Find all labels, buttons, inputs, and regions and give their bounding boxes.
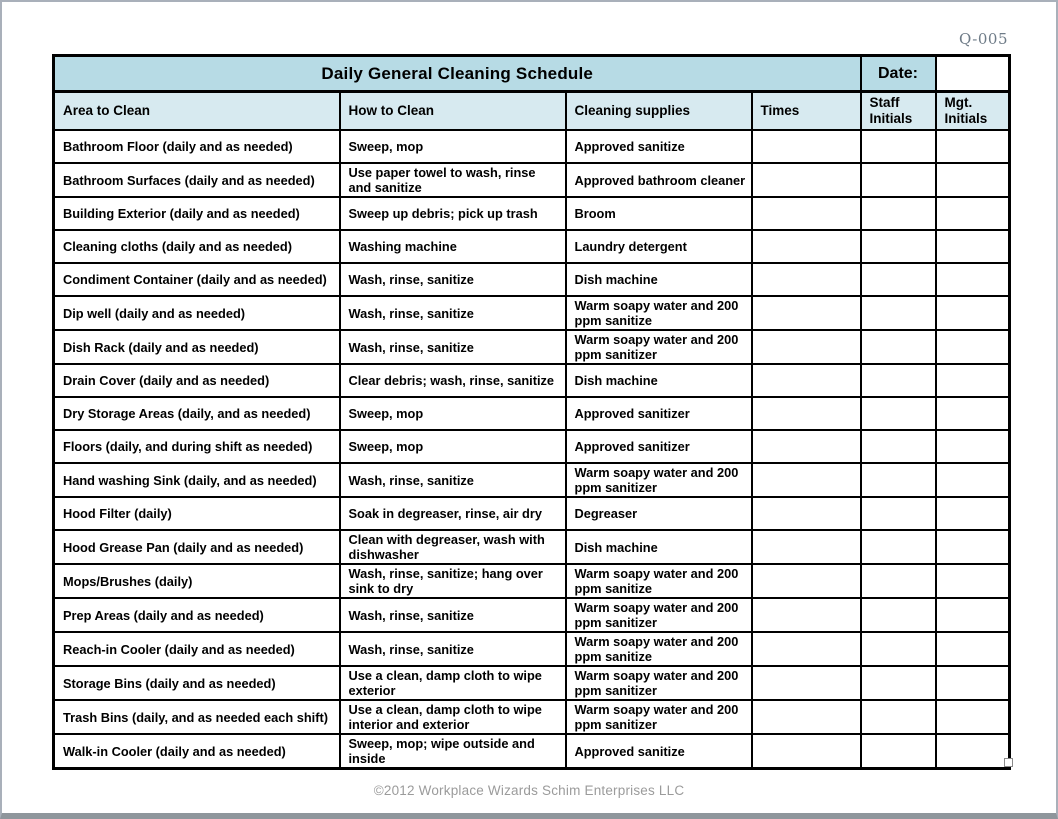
table-row: [54, 230, 1010, 263]
table-row: [54, 296, 1010, 330]
how-cell: Use paper towel to wash, rinse and sanitize: [340, 163, 566, 197]
staff-initials-cell[interactable]: [861, 632, 936, 666]
table-row: [54, 564, 1010, 598]
col-header-area: Area to Clean: [54, 92, 340, 131]
supplies-cell: Approved bathroom cleaner: [566, 163, 752, 197]
staff-initials-cell[interactable]: [861, 197, 936, 230]
staff-initials-cell[interactable]: [861, 700, 936, 734]
area-cell: Hood Grease Pan (daily and as needed): [54, 530, 340, 564]
how-cell: Soak in degreaser, rinse, air dry: [340, 497, 566, 530]
supplies-cell: Warm soapy water and 200 ppm sanitizer: [566, 463, 752, 497]
staff-initials-cell[interactable]: [861, 598, 936, 632]
area-cell: Mops/Brushes (daily): [54, 564, 340, 598]
area-cell: Trash Bins (daily, and as needed each shift): [54, 700, 340, 734]
supplies-cell: Warm soapy water and 200 ppm sanitizer: [566, 666, 752, 700]
how-cell: Wash, rinse, sanitize; hang over sink to dry: [340, 564, 566, 598]
how-cell: Use a clean, damp cloth to wipe exterior: [340, 666, 566, 700]
mgt-initials-cell[interactable]: [936, 564, 1010, 598]
area-cell: Storage Bins (daily and as needed): [54, 666, 340, 700]
col-header-mgt-initials: Mgt. Initials: [936, 92, 1010, 131]
supplies-cell: Warm soapy water and 200 ppm sanitizer: [566, 700, 752, 734]
area-cell: Cleaning cloths (daily and as needed): [54, 230, 340, 263]
cleaning-schedule-table: [52, 54, 1011, 770]
how-cell: Sweep, mop; wipe outside and inside: [340, 734, 566, 769]
table-row: [54, 463, 1010, 497]
times-cell[interactable]: [752, 330, 861, 364]
staff-initials-cell[interactable]: [861, 263, 936, 296]
supplies-cell: Approved sanitizer: [566, 397, 752, 430]
mgt-initials-cell[interactable]: [936, 230, 1010, 263]
how-cell: Sweep, mop: [340, 130, 566, 163]
table-row: [54, 263, 1010, 296]
title-row: [54, 56, 1010, 92]
area-cell: Walk-in Cooler (daily and as needed): [54, 734, 340, 769]
table-row: [54, 430, 1010, 463]
how-cell: Washing machine: [340, 230, 566, 263]
times-cell[interactable]: [752, 734, 861, 769]
how-cell: Sweep, mop: [340, 397, 566, 430]
table-row: [54, 163, 1010, 197]
supplies-cell: Dish machine: [566, 263, 752, 296]
times-cell[interactable]: [752, 530, 861, 564]
staff-initials-cell[interactable]: [861, 397, 936, 430]
supplies-cell: Laundry detergent: [566, 230, 752, 263]
supplies-cell: Approved sanitize: [566, 734, 752, 769]
mgt-initials-cell[interactable]: [936, 364, 1010, 397]
how-cell: Wash, rinse, sanitize: [340, 296, 566, 330]
staff-initials-cell[interactable]: [861, 463, 936, 497]
supplies-cell: Warm soapy water and 200 ppm sanitizer: [566, 330, 752, 364]
col-header-times: Times: [752, 92, 861, 131]
mgt-initials-cell[interactable]: [936, 163, 1010, 197]
mgt-initials-cell[interactable]: [936, 530, 1010, 564]
area-cell: Hood Filter (daily): [54, 497, 340, 530]
staff-initials-cell[interactable]: [861, 497, 936, 530]
area-cell: Dish Rack (daily and as needed): [54, 330, 340, 364]
area-cell: Prep Areas (daily and as needed): [54, 598, 340, 632]
how-cell: Clear debris; wash, rinse, sanitize: [340, 364, 566, 397]
area-cell: Bathroom Surfaces (daily and as needed): [54, 163, 340, 197]
table-row: [54, 530, 1010, 564]
mgt-initials-cell[interactable]: [936, 330, 1010, 364]
mgt-initials-cell[interactable]: [936, 263, 1010, 296]
table-row: [54, 130, 1010, 163]
area-cell: Dry Storage Areas (daily, and as needed): [54, 397, 340, 430]
area-cell: Condiment Container (daily and as needed): [54, 263, 340, 296]
area-cell: Hand washing Sink (daily, and as needed): [54, 463, 340, 497]
how-cell: Use a clean, damp cloth to wipe interior and exterior: [340, 700, 566, 734]
staff-initials-cell[interactable]: [861, 530, 936, 564]
table-row: [54, 497, 1010, 530]
mgt-initials-cell[interactable]: [936, 397, 1010, 430]
schedule-rows: [54, 130, 1010, 769]
area-cell: Drain Cover (daily and as needed): [54, 364, 340, 397]
mgt-initials-cell[interactable]: [936, 497, 1010, 530]
date-label: Date:: [861, 56, 936, 92]
resize-handle[interactable]: [1004, 758, 1013, 767]
times-cell[interactable]: [752, 197, 861, 230]
how-cell: Wash, rinse, sanitize: [340, 330, 566, 364]
table-row: [54, 330, 1010, 364]
how-cell: Sweep, mop: [340, 430, 566, 463]
staff-initials-cell[interactable]: [861, 430, 936, 463]
table-row: [54, 700, 1010, 734]
supplies-cell: Approved sanitize: [566, 130, 752, 163]
times-cell[interactable]: [752, 598, 861, 632]
staff-initials-cell[interactable]: [861, 163, 936, 197]
staff-initials-cell[interactable]: [861, 330, 936, 364]
mgt-initials-cell[interactable]: [936, 734, 1010, 769]
times-cell[interactable]: [752, 163, 861, 197]
supplies-cell: Degreaser: [566, 497, 752, 530]
mgt-initials-cell[interactable]: [936, 130, 1010, 163]
times-cell[interactable]: [752, 130, 861, 163]
table-row: [54, 666, 1010, 700]
how-cell: Wash, rinse, sanitize: [340, 463, 566, 497]
supplies-cell: Warm soapy water and 200 ppm sanitize: [566, 632, 752, 666]
area-cell: Dip well (daily and as needed): [54, 296, 340, 330]
times-cell[interactable]: [752, 397, 861, 430]
staff-initials-cell[interactable]: [861, 230, 936, 263]
mgt-initials-cell[interactable]: [936, 296, 1010, 330]
mgt-initials-cell[interactable]: [936, 598, 1010, 632]
how-cell: Wash, rinse, sanitize: [340, 598, 566, 632]
date-value-field[interactable]: [936, 56, 1010, 92]
table-row: [54, 364, 1010, 397]
how-cell: Wash, rinse, sanitize: [340, 263, 566, 296]
col-header-supplies: Cleaning supplies: [566, 92, 752, 131]
supplies-cell: Dish machine: [566, 364, 752, 397]
table-row: [54, 397, 1010, 430]
mgt-initials-cell[interactable]: [936, 430, 1010, 463]
staff-initials-cell[interactable]: [861, 564, 936, 598]
col-header-staff-initials: Staff Initials: [861, 92, 936, 131]
times-cell[interactable]: [752, 463, 861, 497]
area-cell: Building Exterior (daily and as needed): [54, 197, 340, 230]
times-cell[interactable]: [752, 263, 861, 296]
area-cell: Reach-in Cooler (daily and as needed): [54, 632, 340, 666]
table-row: [54, 598, 1010, 632]
times-cell[interactable]: [752, 364, 861, 397]
times-cell[interactable]: [752, 700, 861, 734]
table-row: [54, 632, 1010, 666]
how-cell: Clean with degreaser, wash with dishwasher: [340, 530, 566, 564]
column-header-row: [54, 92, 1010, 131]
mgt-initials-cell[interactable]: [936, 463, 1010, 497]
times-cell[interactable]: [752, 430, 861, 463]
times-cell[interactable]: [752, 564, 861, 598]
supplies-cell: Dish machine: [566, 530, 752, 564]
how-cell: Wash, rinse, sanitize: [340, 632, 566, 666]
staff-initials-cell[interactable]: [861, 364, 936, 397]
supplies-cell: Approved sanitizer: [566, 430, 752, 463]
how-cell: Sweep up debris; pick up trash: [340, 197, 566, 230]
area-cell: Floors (daily, and during shift as needed): [54, 430, 340, 463]
table-row: [54, 734, 1010, 769]
mgt-initials-cell[interactable]: [936, 700, 1010, 734]
staff-initials-cell[interactable]: [861, 734, 936, 769]
staff-initials-cell[interactable]: [861, 666, 936, 700]
col-header-how: How to Clean: [340, 92, 566, 131]
doc-code: Q-005: [958, 30, 1008, 48]
times-cell[interactable]: [752, 497, 861, 530]
times-cell[interactable]: [752, 296, 861, 330]
supplies-cell: Broom: [566, 197, 752, 230]
mgt-initials-cell[interactable]: [936, 666, 1010, 700]
footer-credit: ©2012 Workplace Wizards Schim Enterprises LLC: [373, 783, 685, 798]
times-cell[interactable]: [752, 632, 861, 666]
times-cell[interactable]: [752, 230, 861, 263]
supplies-cell: Warm soapy water and 200 ppm sanitize: [566, 296, 752, 330]
mgt-initials-cell[interactable]: [936, 197, 1010, 230]
mgt-initials-cell[interactable]: [936, 632, 1010, 666]
page-title: Daily General Cleaning Schedule: [54, 56, 861, 92]
table-row: [54, 197, 1010, 230]
area-cell: Bathroom Floor (daily and as needed): [54, 130, 340, 163]
supplies-cell: Warm soapy water and 200 ppm sanitizer: [566, 598, 752, 632]
times-cell[interactable]: [752, 666, 861, 700]
staff-initials-cell[interactable]: [861, 296, 936, 330]
supplies-cell: Warm soapy water and 200 ppm sanitize: [566, 564, 752, 598]
staff-initials-cell[interactable]: [861, 130, 936, 163]
